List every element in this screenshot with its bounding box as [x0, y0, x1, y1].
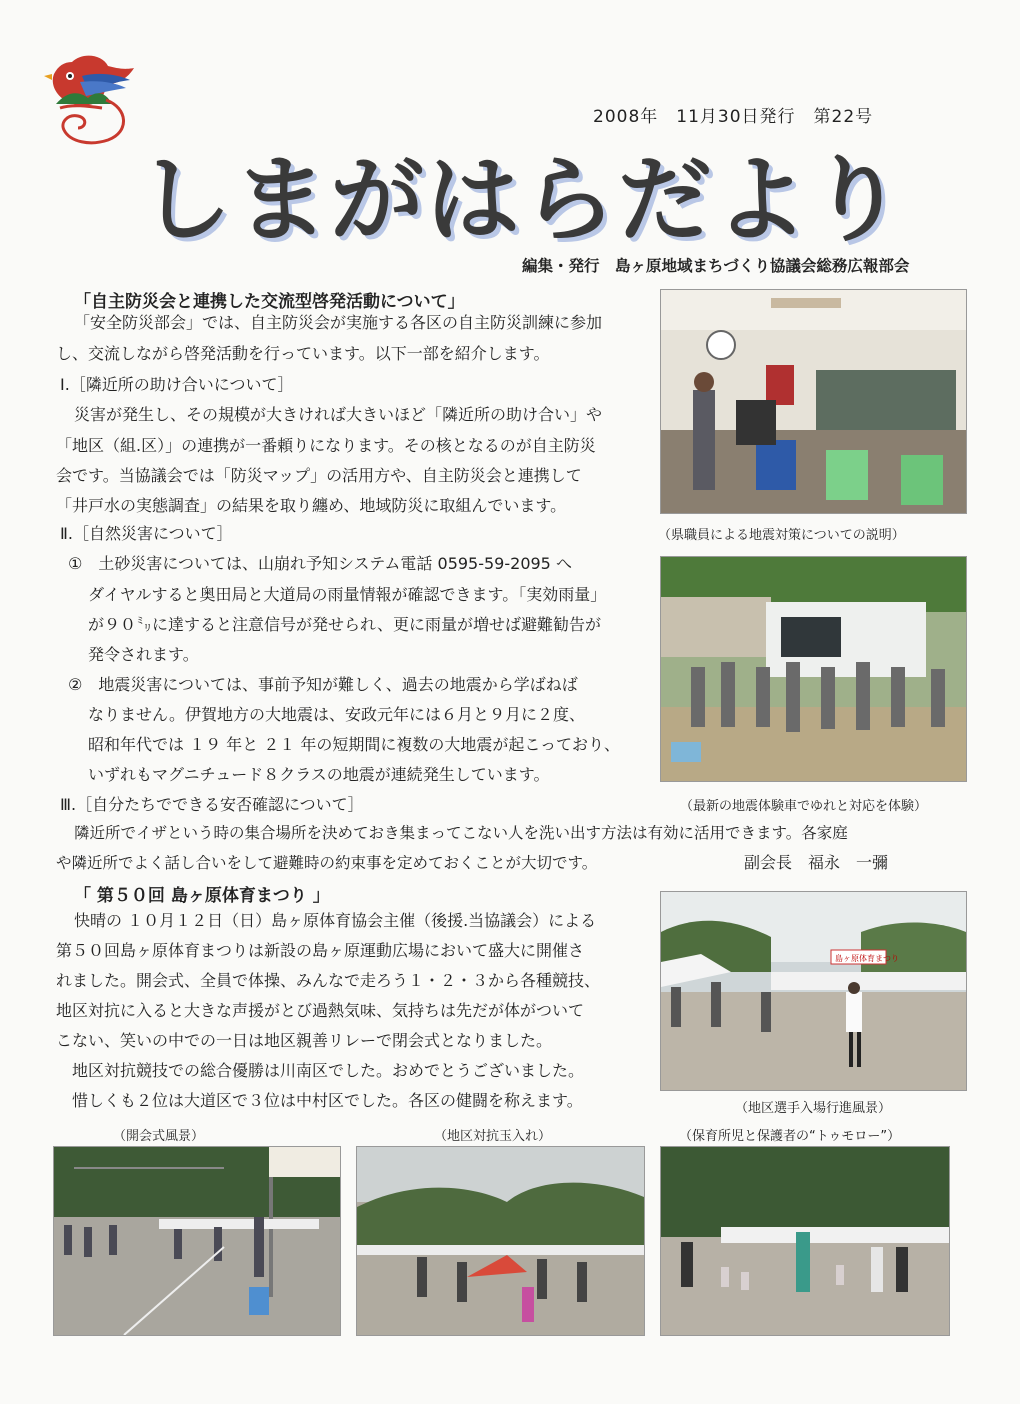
article2-line: 第５０回島ヶ原体育まつりは新設の島ヶ原運動広場において盛大に開催さ: [56, 941, 585, 960]
issue-line: 2008年 11月30日発行 第22号: [593, 107, 874, 127]
bottom-caption-tomorrow: （保育所児と保護者の“トゥモロー”）: [679, 1129, 901, 1144]
article2-line: 地区対抗に入ると大きな声援がとび過熱気味、気持ちは先だが体がついて: [56, 1001, 585, 1020]
section2-item2-line: ② 地震災害については、事前予知が難しく、過去の地震から学ばねば: [68, 675, 578, 694]
section2-title: Ⅱ.［自然災害について］: [60, 524, 233, 543]
article2-heading: 「 第５０回 島ヶ原体育まつり 」: [74, 886, 330, 906]
bird-logo-icon: [42, 50, 142, 150]
photo-tomorrow-dance: [660, 1146, 950, 1336]
section1-line: 災害が発生し、その規模が大きければ大きいほど「隣近所の助け合い」や: [74, 405, 603, 424]
article2-line: こない、笑いの中での一日は地区親善リレーで閉会式となりました。: [56, 1031, 553, 1050]
photo-earthquake-briefing: [660, 289, 967, 514]
event-sign: 島ヶ原体育まつり: [835, 954, 899, 963]
section2-item2-line: 昭和年代では １９ 年と ２１ 年の短期間に複数の大地震が起こっており、: [88, 735, 621, 754]
publisher-line: 編集・発行 島ヶ原地域まちづくり協議会総務広報部会: [522, 257, 910, 275]
section3-line: 隣近所でイザという時の集合場所を決めておき集まってこない人を洗い出す方法は有効に活用できます。各家庭: [74, 824, 848, 842]
article2-line: れました。開会式、全員で体操、みんなで走ろう１・２・３から各種競技、: [56, 971, 601, 990]
section2-item1-line: 発令されます。: [88, 645, 199, 664]
section2-item1-line: ① 土砂災害については、山崩れ予知システム電話 0595-59-2095 へ: [68, 554, 572, 573]
article2-line: 快晴の １０月１２日（日）島ヶ原体育協会主催（後援.当協議会）による: [74, 911, 597, 930]
section3-title: Ⅲ.［自分たちでできる安否確認について］: [60, 795, 364, 814]
bottom-caption-ball-toss: （地区対抗玉入れ）: [434, 1129, 552, 1144]
article2-line: 地区対抗競技での総合優勝は川南区でした。おめでとうございました。: [56, 1061, 585, 1080]
section2-item1-line: ダイヤルすると奥田局と大道局の雨量情報が確認できます。「実効雨量」: [88, 585, 607, 604]
photo-earthquake-simulator-truck: [660, 556, 967, 782]
photo3-caption: （地区選手入場行進風景）: [735, 1101, 892, 1116]
newsletter-title: しまがはらだより: [138, 146, 907, 255]
bottom-caption-opening: （開会式風景）: [113, 1129, 205, 1144]
section1-title: Ⅰ.［隣近所の助け合いについて］: [60, 375, 294, 394]
section1-line: 会です。当協議会では「防災マップ」の活用方や、自主防災会と連携して: [56, 466, 582, 485]
article1-author: 副会長 福永 一彌: [744, 853, 889, 872]
photo1-caption: （県職員による地震対策についての説明）: [658, 528, 905, 543]
article1-heading: 「自主防災会と連携した交流型啓発活動について」: [74, 292, 465, 312]
article2-line: 惜しくも２位は大道区で３位は中村区でした。各区の健闘を称えます。: [56, 1091, 583, 1110]
photo-opening-ceremony: [53, 1146, 341, 1336]
photo-ball-toss: [356, 1146, 645, 1336]
photo2-caption: （最新の地震体験車でゆれと対応を体験）: [680, 799, 928, 814]
section2-item2-line: なりません。伊賀地方の大地震は、安政元年には６月と９月に２度、: [88, 705, 585, 724]
article1-intro-line: し、交流しながら啓発活動を行っています。以下一部を紹介します。: [56, 344, 550, 363]
section3-line: や隣近所でよく話し合いをして避難時の約束事を定めておくことが大切です。: [56, 854, 598, 872]
section2-item1-line: が９０㍉に達すると注意信号が発せられ、更に雨量が増せば避難勧告が: [88, 615, 601, 634]
photo-athletes-parade: [660, 891, 967, 1091]
article1-intro-line: 「安全防災部会」では、自主防災会が実施する各区の自主防災訓練に参加: [74, 313, 603, 332]
section1-line: 「地区（組.区）」の連携が一番頼りになります。その核となるのが自主防災: [56, 436, 596, 455]
section1-line: 「井戸水の実態調査」の結果を取り纏め、地域防災に取組んでいます。: [56, 496, 567, 515]
section2-item2-line: いずれもマグニチュード８クラスの地震が連続発生しています。: [88, 765, 550, 784]
